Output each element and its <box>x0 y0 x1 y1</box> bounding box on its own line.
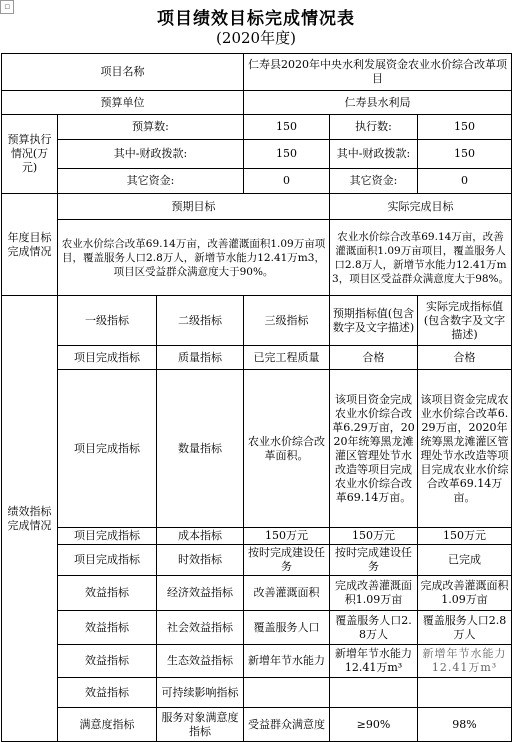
row-level3: 农业水价综合改革面积。 <box>244 370 330 528</box>
fiscal-exec-value: 150 <box>418 140 512 169</box>
actual-goal-label: 实际完成目标 <box>330 194 512 220</box>
row-level1: 效益指标 <box>58 645 157 678</box>
fiscal-exec-label: 其中-财政拨款: <box>330 140 418 169</box>
project-name-value: 仁寿县2020年中央水利发展资金农业水价综合改革项目 <box>244 54 512 91</box>
row-actual: 该项目资金完成农业水价综合改革6.29万亩，2020年统筹黑龙滩灌区管理处节水改造等项目完成农业水价综合改革69.14万亩。 <box>418 370 512 528</box>
header-expected: 预期指标值(包含数字及文字描述) <box>330 296 418 346</box>
row-level1: 效益指标 <box>58 611 157 645</box>
row-expected: 完成改善灌溉面积1.09万亩 <box>330 576 418 611</box>
expected-goal-text: 农业水价综合改革69.14万亩，改善灌溉面积1.09万亩项目，覆盖服务人口2.8万人，新增节水能力12.41万m3，项目区受益群众满意度大于90%。 <box>58 220 330 296</box>
budget-exec-label: 预算执行情况(万元) <box>2 115 58 194</box>
row-level2: 服务对象满意度指标 <box>157 708 244 742</box>
other-exec-label: 其它资金: <box>330 169 418 194</box>
row-level2: 数量指标 <box>157 370 244 528</box>
row-level3: 改善灌溉面积 <box>244 576 330 611</box>
exec-amount-label: 执行数: <box>330 115 418 140</box>
performance-label: 绩效指标完成情况 <box>2 296 58 742</box>
row-level3 <box>244 678 330 708</box>
performance-table <box>1 53 512 742</box>
budget-unit-value: 仁寿县水利局 <box>244 91 512 115</box>
row-expected <box>330 678 418 708</box>
row-level3: 覆盖服务人口 <box>244 611 330 645</box>
row-level2: 生态效益指标 <box>157 645 244 678</box>
fiscal-value: 150 <box>244 140 330 169</box>
row-expected: 150万元 <box>330 528 418 545</box>
row-level1: 项目完成指标 <box>58 370 157 528</box>
row-level1: 效益指标 <box>58 576 157 611</box>
row-actual: 98% <box>418 708 512 742</box>
row-level1: 项目完成指标 <box>58 545 157 576</box>
row-actual: 150万元 <box>418 528 512 545</box>
row-level3: 按时完成建设任务 <box>244 545 330 576</box>
budget-amount-value: 150 <box>244 115 330 140</box>
row-expected: ≥90% <box>330 708 418 742</box>
corner-mark: ▫ <box>0 0 14 14</box>
exec-amount-value: 150 <box>418 115 512 140</box>
row-level3: 受益群众满意度 <box>244 708 330 742</box>
row-level1: 效益指标 <box>58 678 157 708</box>
row-level2: 经济效益指标 <box>157 576 244 611</box>
header-level2: 二级指标 <box>157 296 244 346</box>
annual-goal-label: 年度目标完成情况 <box>2 194 58 296</box>
row-expected: 新增年节水能力12.41万m³ <box>330 645 418 678</box>
row-expected: 该项目资金完成农业水价综合改革6.29万亩，2020年统筹黑龙滩灌区管理处节水改造等项目完成农业水价综合改革69.14万亩。 <box>330 370 418 528</box>
row-actual: 覆盖服务人口2.8万人 <box>418 611 512 645</box>
row-expected: 覆盖服务人口2.8万人 <box>330 611 418 645</box>
row-level3: 已完工程质量 <box>244 346 330 370</box>
row-level3: 新增年节水能力 <box>244 645 330 678</box>
row-level2: 可持续影响指标 <box>157 678 244 708</box>
header-actual: 实际完成指标值(包含数字及文字描述) <box>418 296 512 346</box>
other-exec-value: 0 <box>418 169 512 194</box>
row-expected: 按时完成建设任务 <box>330 545 418 576</box>
header-level3: 三级指标 <box>244 296 330 346</box>
row-actual: 已完成 <box>418 545 512 576</box>
row-level1: 项目完成指标 <box>58 346 157 370</box>
row-level2: 成本指标 <box>157 528 244 545</box>
project-name-label: 项目名称 <box>2 54 244 91</box>
actual-goal-text: 农业水价综合改革69.14万亩，改善灌溉面积1.09万亩项目，覆盖服务人口2.8万人，新增节水能力12.41万m3，项目区受益群众满意度大于98%。 <box>330 220 512 296</box>
row-level1: 项目完成指标 <box>58 528 157 545</box>
row-level2: 社会效益指标 <box>157 611 244 645</box>
row-expected: 合格 <box>330 346 418 370</box>
row-actual <box>418 678 512 708</box>
row-actual: 新增年节水能力12.41万m³ <box>418 645 512 678</box>
row-level3: 150万元 <box>244 528 330 545</box>
fiscal-label: 其中-财政拨款: <box>58 140 244 169</box>
page-subtitle: (2020年度) <box>216 29 296 47</box>
page-title: 项目绩效目标完成情况表 <box>157 9 355 29</box>
row-level2: 时效指标 <box>157 545 244 576</box>
other-label: 其它资金: <box>58 169 244 194</box>
row-actual: 完成改善灌溉面积1.09万亩 <box>418 576 512 611</box>
row-level2: 质量指标 <box>157 346 244 370</box>
budget-unit-label: 预算单位 <box>2 91 244 115</box>
budget-amount-label: 预算数: <box>58 115 244 140</box>
row-level1: 满意度指标 <box>58 708 157 742</box>
expected-goal-label: 预期目标 <box>58 194 330 220</box>
row-actual: 合格 <box>418 346 512 370</box>
header-level1: 一级指标 <box>58 296 157 346</box>
other-value: 0 <box>244 169 330 194</box>
